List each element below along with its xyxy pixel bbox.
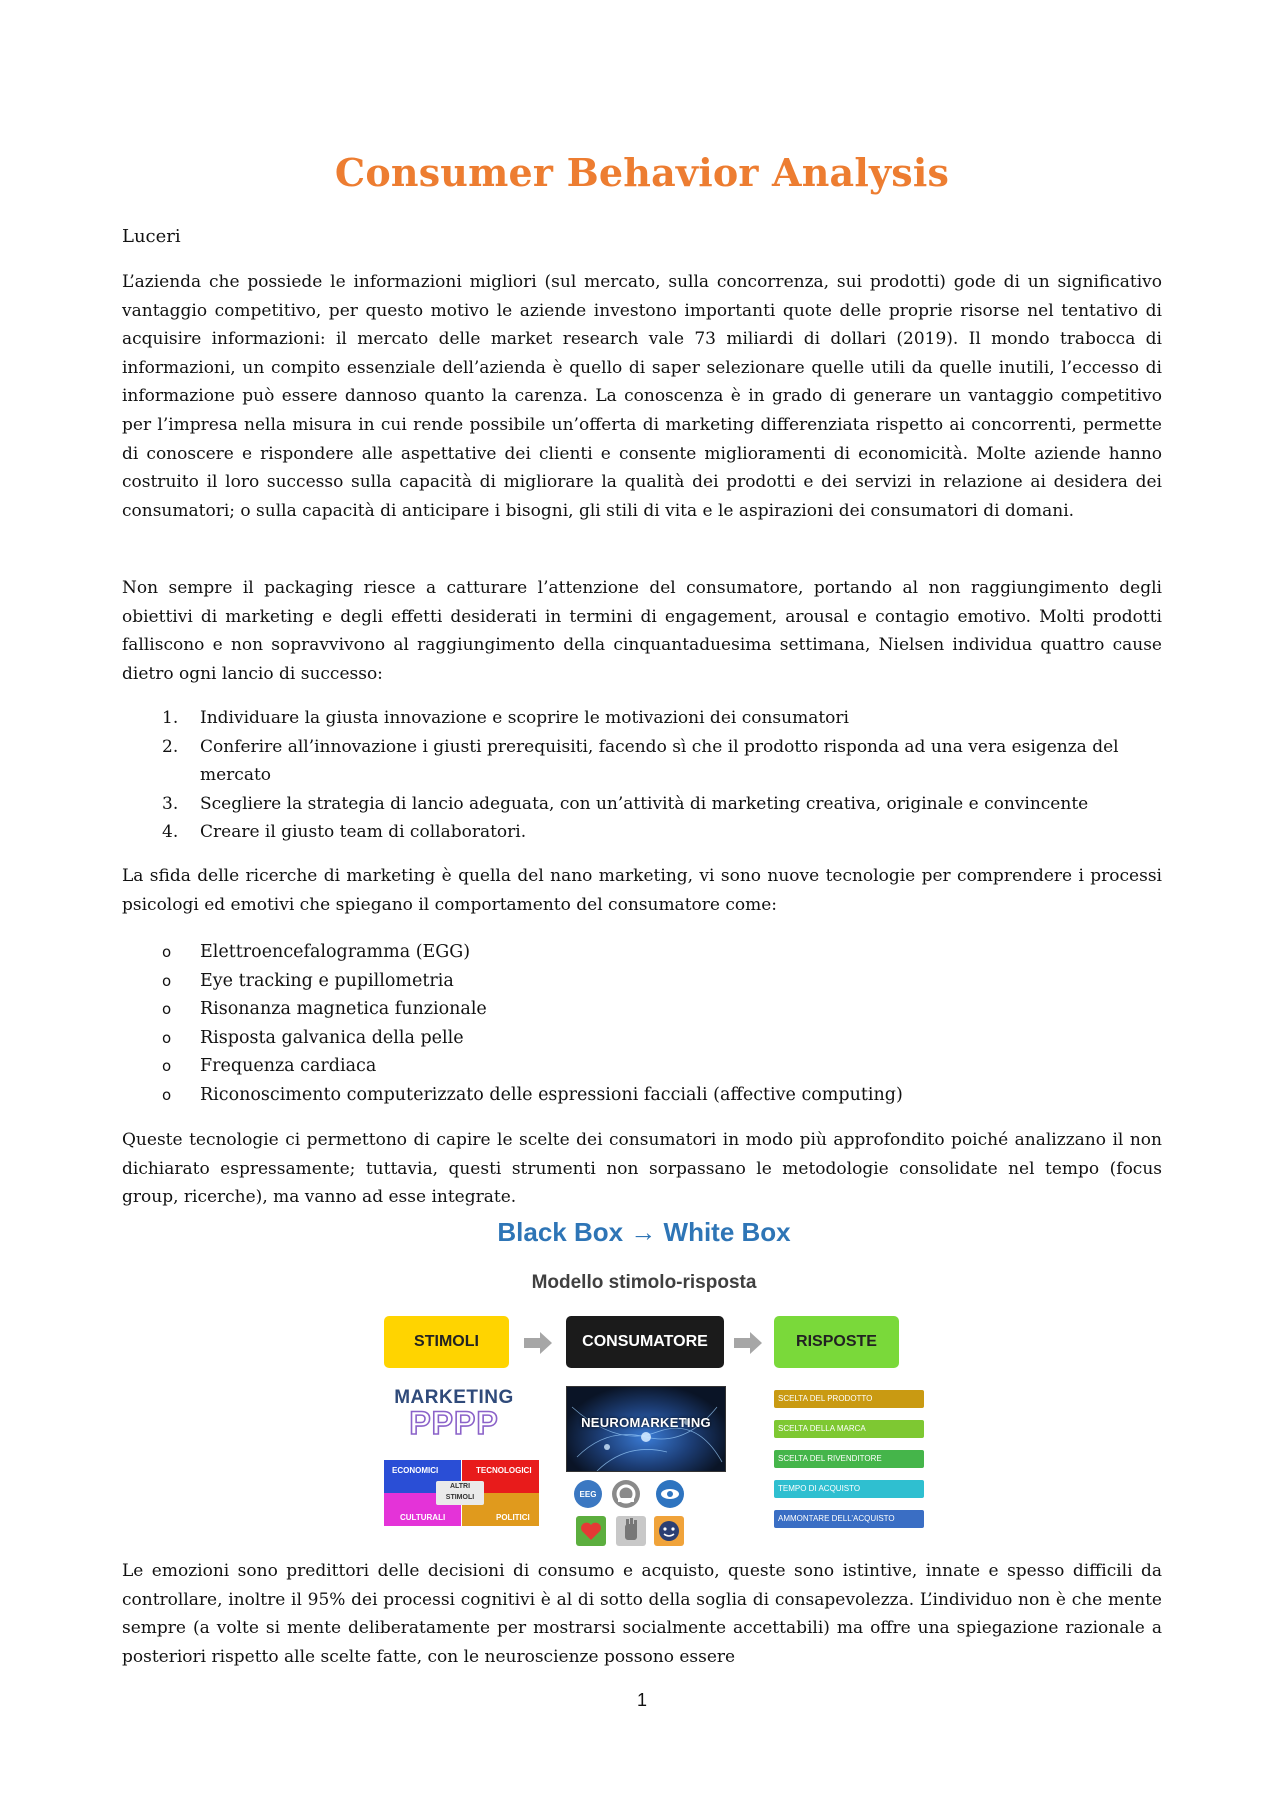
- mri-scanner-icon: [612, 1480, 640, 1508]
- bullet-icon: o: [162, 1085, 172, 1104]
- quadrant-politici: POLITICI: [462, 1493, 539, 1526]
- bullet-list: [122, 938, 1162, 1110]
- paragraph-nano-marketing: La sfida delle ricerche di marketing è quella del nano marketing, vi sono nuove tecnologie per comprendere i processi psicologi ed emotivi che spiegano il comportamento del consumatore come:: [122, 866, 1162, 915]
- list-item: o Risonanza magnetica funzionale: [122, 995, 1162, 1024]
- bullet-icon: o: [162, 1057, 172, 1076]
- marketing-label: MARKETING: [394, 1387, 514, 1408]
- page-number: 1: [636, 1690, 647, 1710]
- list-item: 4. Creare il giusto team di collaboratori.: [162, 822, 527, 843]
- bullet-icon: o: [162, 971, 172, 990]
- paragraph-emotions: Le emozioni sono predittori delle decisioni di consumo e acquisto, queste sono istintive, innate e spesso difficili da controllare, inoltre il 95% dei processi cognitivi è al di sotto della soglia di consapevolezza. L’individuo non è che mente sempre (a volte si mente deliberatamente per mostrarsi socialmente accettabili) ma offre una spiegazione razionale a posteriori rispetto alle scelte fatte, con le neuroscienze possono essere: [122, 1561, 1162, 1667]
- response-bar: SCELTA DEL PRODOTTO: [774, 1390, 924, 1408]
- risposte-box: RISPOSTE: [774, 1316, 899, 1368]
- hand-skin-response-icon: [616, 1516, 646, 1546]
- paragraph-technologies: Queste tecnologie ci permettono di capire le scelte dei consumatori in modo più approfondito poiché analizzano il non dichiarato espressamente; tuttavia, questi strumenti non sorpassano le metodologie consolidate nel tempo (focus group, ricerche), ma vanno ad esse integrate.: [122, 1130, 1162, 1208]
- list-item: 2. Conferire all’innovazione i giusti prerequisiti, facendo sì che il prodotto risponda ad una vera esigenza del mercato: [162, 736, 1119, 786]
- list-item: o Elettroencefalogramma (EGG): [122, 938, 1162, 967]
- quadrant-economici: ECONOMICI: [384, 1460, 461, 1493]
- arrow-right-icon: [524, 1332, 554, 1354]
- list-item: 3. Scegliere la strategia di lancio adeguata, con un’attività di marketing creativa, originale e convincente: [162, 793, 1089, 814]
- facial-expression-icon: [654, 1516, 684, 1546]
- bullet-icon: o: [162, 1028, 172, 1047]
- author: Luceri: [122, 226, 181, 247]
- stimulus-response-diagram: [384, 1212, 904, 1552]
- consumatore-box: CONSUMATORE: [566, 1316, 724, 1368]
- quadrant-culturali: CULTURALI: [384, 1493, 461, 1526]
- eye-tracking-icon: [656, 1480, 684, 1508]
- quadrant-altri-stimoli: ALTRI STIMOLI: [436, 1481, 484, 1505]
- response-bar: TEMPO DI ACQUISTO: [774, 1480, 924, 1498]
- numbered-list: [122, 704, 1162, 847]
- diagram-title: Black Box → White Box: [497, 1217, 791, 1247]
- heart-rate-icon: [576, 1516, 606, 1546]
- stimuli-quadrants: [384, 1460, 539, 1526]
- quadrant-tecnologici: TECNOLOGICI: [462, 1460, 539, 1493]
- page-title: Consumer Behavior Analysis: [334, 150, 950, 195]
- paragraph-packaging: Non sempre il packaging riesce a catturare l’attenzione del consumatore, portando al non raggiungimento degli obiettivi di marketing e degli effetti desiderati in termini di engagement, arousal e contagio emotivo. Molti prodotti falliscono e non sopravvivono al raggiungimento della cinquantaduesima settimana, Nielsen individua quattro cause dietro ogni lancio di successo:: [122, 578, 1162, 684]
- list-item: 1. Individuare la giusta innovazione e scoprire le motivazioni dei consumatori: [162, 708, 849, 728]
- paragraph-intro: L’azienda che possiede le informazioni migliori (sul mercato, sulla concorrenza, sui prodotti) gode di un significativo vantaggio competitivo, per questo motivo le aziende investono importanti quote delle proprie risorse nel tentativo di acquisire informazioni: il mercato delle market research vale 73 miliardi di dollari (2019). Il mondo trabocca di informazioni, un compito essenziale dell’azienda è quello di saper selezionare quelle utili da quelle inutili, l’eccesso di informazione può essere dannoso quanto la carenza. La conoscenza è in grado di generare un vantaggio competitivo per l’impresa nella misura in cui rende possibile un’offerta di marketing differenziata rispetto ai concorrenti, permette di conoscere e rispondere alle aspettative dei clienti e consente miglioramenti di economicità. Molte aziende hanno costruito il loro successo sulla capacità di migliorare la qualità dei prodotti e dei servizi in relazione ai desidera dei consumatori; o sulla capacità di anticipare i bisogni, gli stili di vita e le aspirazioni dei consumatori di domani.: [122, 272, 1162, 521]
- arrow-right-icon: [734, 1332, 764, 1354]
- eeg-icon: EEG: [574, 1480, 602, 1508]
- stimoli-box: STIMOLI: [384, 1316, 509, 1368]
- response-bar: SCELTA DEL RIVENDITORE: [774, 1450, 924, 1468]
- neuromarketing-image: [566, 1386, 726, 1472]
- response-bar: SCELTA DELLA MARCA: [774, 1420, 924, 1438]
- list-item: o Risposta galvanica della pelle: [122, 1024, 1162, 1053]
- list-item: o Frequenza cardiaca: [122, 1052, 1162, 1081]
- marketing-4p-logo: PPPP: [409, 1405, 499, 1441]
- neuromarketing-label: NEUROMARKETING: [581, 1415, 711, 1430]
- response-bar: AMMONTARE DELL’ACQUISTO: [774, 1510, 924, 1528]
- diagram-subtitle: Modello stimolo-risposta: [531, 1272, 757, 1293]
- bullet-icon: o: [162, 1000, 172, 1019]
- list-item: o Eye tracking e pupillometria: [122, 967, 1162, 996]
- bullet-icon: o: [162, 943, 172, 961]
- list-item: o Riconoscimento computerizzato delle espressioni facciali (affective computing): [122, 1081, 1162, 1110]
